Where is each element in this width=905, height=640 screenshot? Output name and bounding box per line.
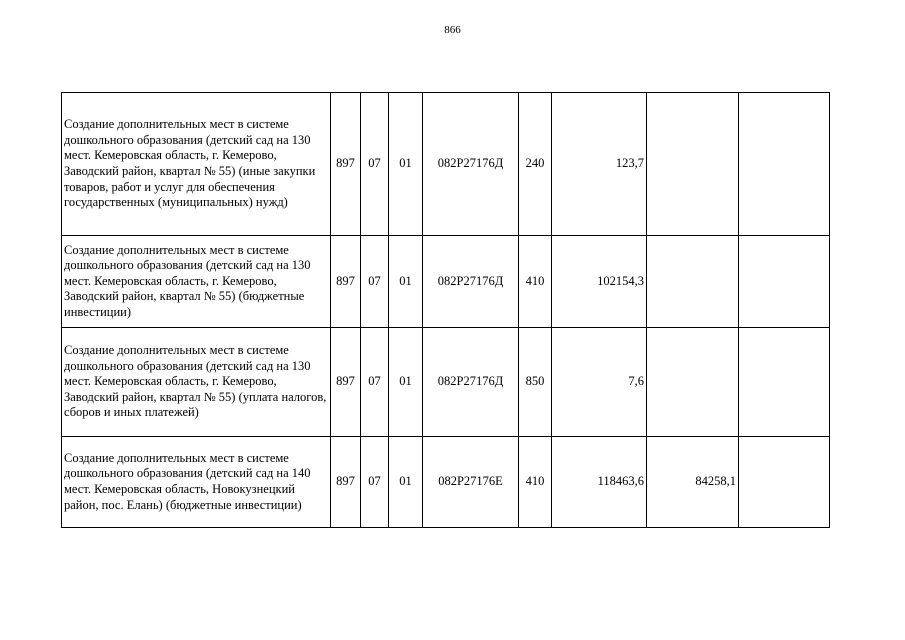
amount-year-2: 84258,1	[647, 437, 739, 528]
subsection-code: 01	[389, 93, 423, 236]
amount-year-3	[739, 93, 830, 236]
amount-year-1: 118463,6	[552, 437, 647, 528]
amount-year-3	[739, 236, 830, 328]
amount-year-2	[647, 236, 739, 328]
ministry-code: 897	[331, 437, 361, 528]
budget-table	[61, 92, 830, 528]
expense-type-code: 410	[519, 236, 552, 328]
table-row	[62, 93, 830, 236]
amount-year-1: 7,6	[552, 328, 647, 437]
expense-type-code: 410	[519, 437, 552, 528]
ministry-code: 897	[331, 93, 361, 236]
table-row	[62, 328, 830, 437]
amount-year-2	[647, 328, 739, 437]
row-description: Создание дополнительных мест в системе дошкольного образования (детский сад на 130 мест. Кемеровская область, г. Кемерово, Заводский район, квартал № 55) (уплата налогов, сборов и иных платежей)	[62, 328, 331, 437]
target-article-code: 082P27176Д	[423, 93, 519, 236]
expense-type-code: 850	[519, 328, 552, 437]
section-code: 07	[361, 328, 389, 437]
table-row	[62, 437, 830, 528]
section-code: 07	[361, 93, 389, 236]
section-code: 07	[361, 437, 389, 528]
ministry-code: 897	[331, 328, 361, 437]
amount-year-3	[739, 328, 830, 437]
row-description: Создание дополнительных мест в системе дошкольного образования (детский сад на 140 мест. Кемеровская область, Новокузнецкий район, пос. Елань) (бюджетные инвестиции)	[62, 437, 331, 528]
section-code: 07	[361, 236, 389, 328]
target-article-code: 082P27176Д	[423, 236, 519, 328]
page-number: 866	[444, 24, 461, 36]
row-description: Создание дополнительных мест в системе дошкольного образования (детский сад на 130 мест. Кемеровская область, г. Кемерово, Заводский район, квартал № 55) (иные закупки товаров, работ и услуг для обеспечения государственных (муниципальных) нужд)	[62, 93, 331, 236]
target-article-code: 082P27176E	[423, 437, 519, 528]
subsection-code: 01	[389, 236, 423, 328]
amount-year-1: 102154,3	[552, 236, 647, 328]
row-description: Создание дополнительных мест в системе дошкольного образования (детский сад на 130 мест. Кемеровская область, г. Кемерово, Заводский район, квартал № 55) (бюджетные инвестиции)	[62, 236, 331, 328]
subsection-code: 01	[389, 437, 423, 528]
amount-year-1: 123,7	[552, 93, 647, 236]
ministry-code: 897	[331, 236, 361, 328]
table-row	[62, 236, 830, 328]
expense-type-code: 240	[519, 93, 552, 236]
target-article-code: 082P27176Д	[423, 328, 519, 437]
amount-year-2	[647, 93, 739, 236]
amount-year-3	[739, 437, 830, 528]
subsection-code: 01	[389, 328, 423, 437]
